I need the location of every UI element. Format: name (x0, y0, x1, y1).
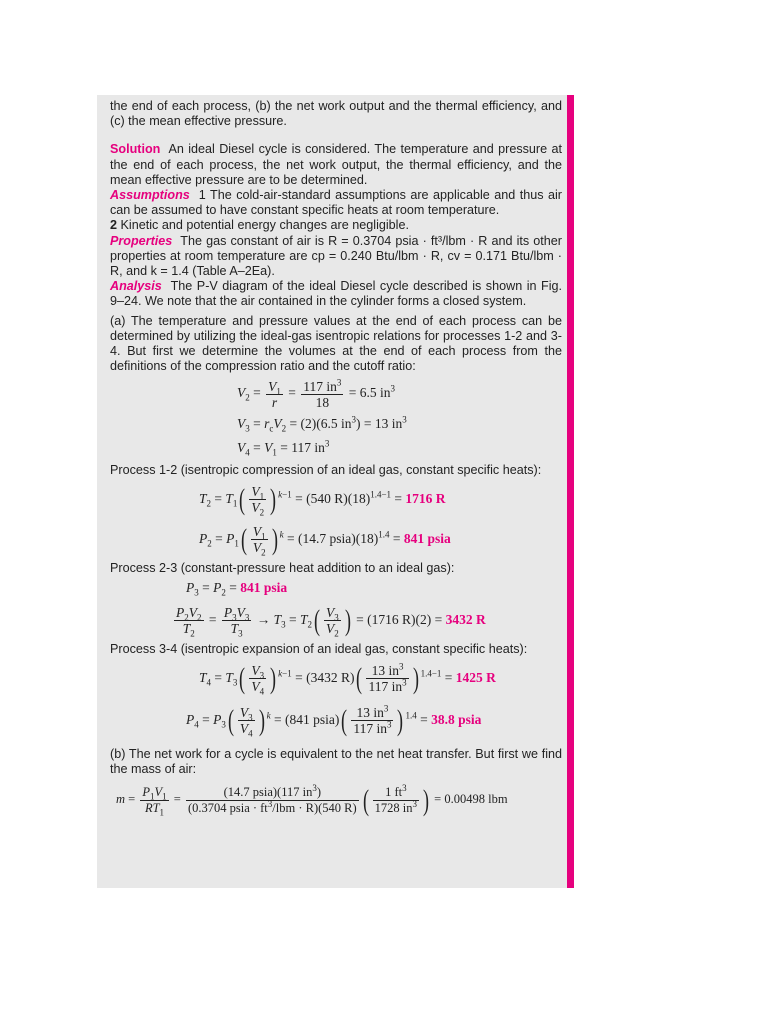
t2-result: 1716 R (405, 490, 446, 506)
analysis-text: The P-V diagram of the ideal Diesel cycle described is shown in Fig. 9–24. We note that the air contained in the cylinder forms a closed system. (110, 279, 562, 309)
accent-sidebar-bar (567, 95, 574, 888)
properties-text: The gas constant of air is R = 0.3704 psia · ft³/lbm · R and its other properties at room temperature are cp = 0.240 Btu/lbm · R, cv = 0.171 Btu/lbm · R, and k = 1.4 (Table A–2Ea). (110, 233, 562, 279)
assumptions-paragraph (110, 188, 562, 234)
p4-result: 38.8 psia (431, 712, 482, 728)
t4-result: 1425 R (455, 670, 496, 686)
equation-mass: m = $\frac{P_1V_1}{RT_1}$ = $\frac{(14.7 psia)(117 in^3)}{(0.3704 psia \cdot ft^3/lbm \cdot R)(540 R)}$ ( $\frac{1 ft^3}{1728 in^3}$ ) = 0.00498 lbm (116, 782, 508, 818)
part-b-text: (b) The net work for a cycle is equivalent to the net heat transfer. But first we find the mass of air: (110, 747, 562, 777)
equation-p3: $P_3 = P_2 = 841$ psia (186, 579, 288, 598)
part-a-text: (a) The temperature and pressure values at the end of each process can be determined by utilizing the ideal-gas isentropic relations for processes 1-2 and 3-4. But first we determine the volumes at the end of each process from the definitions of the compression ratio and the cutoff ratio: (110, 313, 562, 374)
equation-v4: $V_4 = V_1 = 117$ $in^3$ (237, 438, 330, 459)
process-34-label: Process 3-4 (isentropic expansion of an ideal gas, constant specific heats): (110, 641, 528, 656)
process-23-label: Process 2-3 (constant-pressure heat addition to an ideal gas): (110, 560, 455, 575)
p2-result: 841 psia (403, 530, 451, 546)
analysis-label: Analysis (110, 279, 162, 294)
equation-v3: $V_3 = r_cV_2 = (2)(6.5$ $in^3) = 13$ $in^3$ (237, 414, 407, 435)
process-12-label: Process 1-2 (isentropic compression of an ideal gas, constant specific heats): (110, 463, 542, 478)
textbook-page (97, 95, 567, 888)
p3-result: 841 psia (240, 579, 288, 595)
equation-v2: $V_2$ = $\frac{V_1}{r}$ = $\frac{117 in^3}{18}$ = 6.5 $in^3$ (237, 377, 395, 410)
properties-label: Properties (110, 233, 173, 248)
equation-t3: $\frac{P_2V_2}{T_2}$ = $\frac{P_3V_3}{T_3}$ → $T_3 = T_2$( $\frac{V_3}{V_2}$ ) = (1716 R)(2) = 3432 R (176, 603, 486, 639)
equation-t4: $T_4 = T_3$( $\frac{V_3}{V_4}$ ) $^{k-1}$ = (3432 R)( $\frac{13 in^3}{117 in^3}$ ) $^{1.4-1}$ = 1425 R (199, 661, 496, 698)
assumption-1-text: The cold-air-standard assumptions are applicable and thus air can be assumed to have constant specific heats at room temperature. (110, 188, 563, 218)
assumption-2-number: 2 (110, 218, 118, 233)
equation-t2: $T_2 = T_1$( $\frac{V_1}{V_2}$ ) $^{k-1}$ = (540 $R)(18)^{1.4-1} = 1716$ R (199, 482, 446, 518)
assumption-1-number: 1 (198, 188, 206, 203)
equation-p4: $P_4 = P_3$( $\frac{V_3}{V_4}$ ) $^k$ = (841 psia)( $\frac{13 in^3}{117 in^3}$ ) $^{1.4}$ = 38.8 psia (186, 703, 482, 740)
analysis-paragraph (110, 279, 562, 309)
page-content (110, 99, 562, 821)
mass-result: 0.00498 lbm (444, 792, 508, 807)
equation-p2: $P_2 = P_1$( $\frac{V_1}{V_2}$ ) $^k$ = (14.7 $psia)(18)^{1.4} = 841$ psia (199, 522, 451, 558)
solution-text: An ideal Diesel cycle is considered. The temperature and pressure at the end of each process, the net work output, the thermal efficiency, and the mean effective pressure are to be determined. (110, 142, 562, 187)
assumptions-label: Assumptions (110, 188, 190, 203)
solution-label: Solution (110, 142, 161, 157)
properties-paragraph (110, 234, 562, 280)
solution-paragraph (110, 142, 562, 188)
t3-result: 3432 R (445, 611, 486, 627)
intro-text: the end of each process, (b) the net work output and the thermal efficiency, and (c) the mean effective pressure. (110, 99, 562, 129)
assumption-2-text: Kinetic and potential energy changes are negligible. (120, 218, 409, 233)
